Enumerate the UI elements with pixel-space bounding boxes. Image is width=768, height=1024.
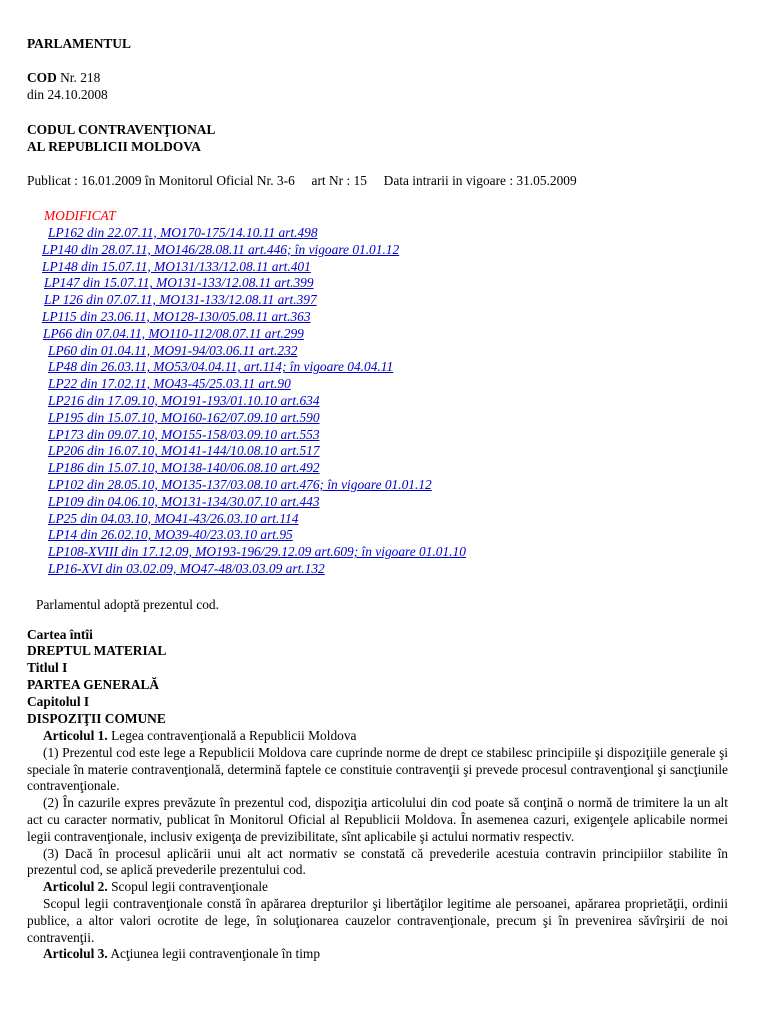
article-3-heading: [27, 946, 728, 963]
modification-link[interactable]: LP147 din 15.07.11, MO131-133/12.08.11 art.399: [44, 275, 314, 291]
modification-link[interactable]: LP186 din 15.07.10, MO138-140/06.08.10 art.492: [48, 460, 320, 476]
modification-link[interactable]: LP66 din 07.04.11, MO110-112/08.07.11 art.299: [43, 325, 304, 341]
book-title: DREPTUL MATERIAL: [27, 643, 167, 658]
article-1-label: Articolul 1.: [43, 728, 108, 743]
modification-link[interactable]: LP148 din 15.07.11, MO131/133/12.08.11 art.401: [42, 258, 311, 274]
part-title: PARTEA GENERALĂ: [27, 677, 160, 692]
title-heading: Titlul I: [27, 660, 68, 675]
code-number-value: Nr. 218: [60, 70, 101, 85]
modified-label: MODIFICAT: [44, 208, 116, 223]
code-title-line-1: CODUL CONTRAVENŢIONAL: [27, 122, 216, 137]
modification-link[interactable]: LP14 din 26.02.10, MO39-40/23.03.10 art.95: [48, 527, 293, 543]
articles-body: [27, 728, 728, 963]
article-2-label: Articolul 2.: [43, 879, 108, 895]
modification-link[interactable]: LP162 din 22.07.11, MO170-175/14.10.11 art.498: [48, 225, 318, 240]
chapter-title: DISPOZIŢII COMUNE: [27, 711, 166, 726]
modification-link[interactable]: LP102 din 28.05.10, MO135-137/03.08.10 art.476; în vigoare 01.01.12: [48, 476, 432, 492]
modification-link[interactable]: LP216 din 17.09.10, MO191-193/01.10.10 art.634: [48, 392, 320, 408]
code-label: COD: [27, 70, 57, 85]
modification-link[interactable]: LP109 din 04.06.10, MO131-134/30.07.10 art.443: [48, 493, 320, 509]
article-1-heading: [27, 728, 728, 745]
modification-link[interactable]: LP16-XVI din 03.02.09, MO47-48/03.03.09 art.132: [48, 560, 325, 576]
article-1-paragraph-3: (3) Dacă în procesul aplicării unui alt act normativ se constată că prevederile acestuia contravin principiilor stabilite în prezentul cod, se aplică prevederile prezentului cod.: [27, 845, 728, 878]
chapter-heading: Capitolul I: [27, 694, 90, 709]
modification-link[interactable]: LP140 din 28.07.11, MO146/28.08.11 art.446; în vigoare 01.01.12: [42, 241, 400, 257]
article-2-heading: [27, 879, 728, 896]
article-1-title: Legea contravenţională a Republicii Moldova: [107, 728, 357, 743]
code-title-line-2: AL REPUBLICII MOLDOVA: [27, 139, 201, 154]
article-1-paragraph-2: (2) În cazurile expres prevăzute în prezentul cod, dispoziţia articolului din cod poate să conţină o normă de trimitere la un alt act cu caracter normativ, publicat în Monitorul Oficial al Republicii Moldova. În asemenea cazuri, exigenţele aplicabile normei legii contravenţionale, inclusiv exigenţa de previzibilitate, sînt aplicabile şi actului normativ respectiv.: [27, 795, 728, 844]
modification-link[interactable]: LP22 din 17.02.11, MO43-45/25.03.11 art.90: [48, 376, 291, 392]
modification-list: [0, 225, 728, 578]
parliament-heading: PARLAMENTUL: [27, 36, 131, 51]
modification-link[interactable]: LP206 din 16.07.10, MO141-144/10.08.10 art.517: [48, 443, 320, 459]
modification-link[interactable]: LP60 din 01.04.11, MO91-94/03.06.11 art.232: [48, 342, 298, 358]
article-2-paragraph-1: Scopul legii contravenţionale constă în apărarea drepturilor şi libertăţilor legitime ale persoanei, apărarea proprietăţii, ordinii publice, a altor valori ocrotite de lege, în soluţionarea cauzelor contravenţionale, precum şi în prevenirea săvîrşirii de noi contravenţii.: [27, 895, 728, 945]
article-2-title: Scopul legii contravenţionale: [107, 879, 268, 895]
modification-link[interactable]: LP173 din 09.07.10, MO155-158/03.09.10 art.553: [48, 426, 320, 442]
article-3-label: Articolul 3.: [43, 946, 108, 962]
code-number: [27, 70, 728, 87]
modification-link[interactable]: LP48 din 26.03.11, MO53/04.04.11, art.114; în vigoare 04.04.11: [48, 359, 394, 375]
modification-link[interactable]: LP25 din 04.03.10, MO41-43/26.03.10 art.114: [48, 510, 299, 526]
modification-link[interactable]: LP 126 din 07.07.11, MO131-133/12.08.11 art.397: [44, 292, 317, 308]
code-date: din 24.10.2008: [27, 87, 108, 102]
adoption-statement: Parlamentul adoptă prezentul cod.: [36, 597, 219, 612]
article-3-title: Acţiunea legii contravenţionale în timp: [107, 946, 321, 962]
modification-link[interactable]: LP195 din 15.07.10, MO160-162/07.09.10 art.590: [48, 409, 320, 425]
publication-info: Publicat : 16.01.2009 în Monitorul Oficial Nr. 3-6 art Nr : 15 Data intrarii in vigoare : 31.05.2009: [27, 173, 577, 188]
article-1-paragraph-1: (1) Prezentul cod este lege a Republicii Moldova care cuprinde norme de drept ce stabilesc principiile şi dispoziţiile generale şi speciale în materie contravenţională, determină faptele ce constituie contravenţii şi prevede procesul contravenţional şi sancţiunile contravenţionale.: [27, 744, 728, 794]
modification-link[interactable]: LP115 din 23.06.11, MO128-130/05.08.11 art.363: [42, 308, 311, 324]
modification-link[interactable]: LP108-XVIII din 17.12.09, MO193-196/29.12.09 art.609; în vigoare 01.01.10: [48, 544, 466, 560]
book-heading: Cartea întîi: [27, 627, 93, 642]
